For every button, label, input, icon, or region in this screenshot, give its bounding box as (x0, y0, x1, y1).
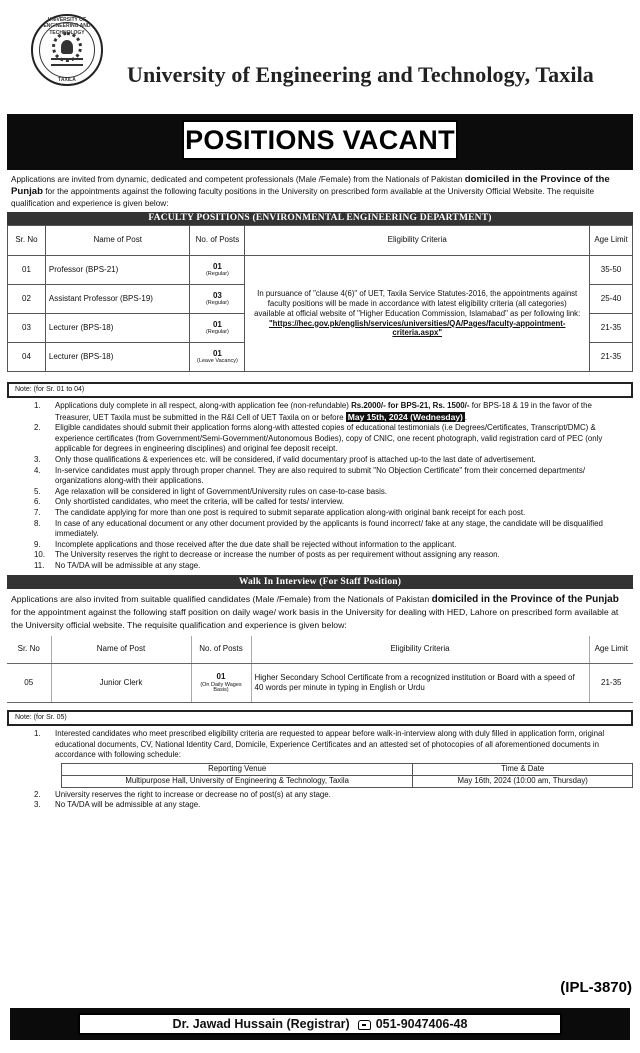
list-item: 1. Interested candidates who meet prescribed eligibility criteria are requested to appear before walk-in-interview along with duly filled in application form, original educational documents, CV, National Identity Card, Domicile, Experience Certificates and an attested set of photocopies of all aforementioned documents in accordance with following schedule: (34, 729, 605, 760)
registrar-name: Dr. Jawad Hussain (Registrar) (172, 1017, 350, 1031)
intro-domicile: domiciled in the Province of the Punjab (11, 174, 610, 198)
banner-title: POSITIONS VACANT (185, 124, 455, 155)
row-post: Professor (BPS-21) (45, 256, 190, 285)
row-sr: 05 (7, 664, 51, 703)
row-post: Lecturer (BPS-18) (45, 343, 190, 372)
walkin-section-title: Walk In Interview (For Staff Position) (7, 575, 633, 589)
col-sr-no: Sr. No (7, 636, 51, 664)
staff-table (7, 636, 633, 704)
walkin-intro (7, 589, 633, 636)
logo-text-bottom: TAXILA (58, 77, 76, 83)
list-item: 4. In-service candidates must apply through proper channel. They are also required to submit "No Objection Certificate" from their concerned departments/ organizations along-with their applications. (34, 465, 586, 486)
row-post: Lecturer (BPS-18) (45, 314, 190, 343)
intro-text-before: Applications are invited from dynamic, dedicated and competent professionals (Male /Female) from the Nationals of Pakistan (11, 175, 465, 184)
note-sr-01-04: Note: (for Sr. 01 to 04) (7, 382, 633, 398)
col-post-count: No. of Posts (191, 636, 251, 664)
row-sr: 03 (8, 314, 46, 343)
row-count: 01 (Regular) (190, 314, 245, 343)
row-count: 01 (On Daily Wages Basis) (191, 664, 251, 703)
deadline-highlight: May 15th, 2024 (Wednesday) (347, 411, 463, 422)
header (7, 6, 633, 114)
list-item: 8. In case of any educational document or any other document provided by the applicants is found incorrect/ fake at any stage, the candidate will be disqualified immediately. (34, 518, 603, 539)
col-age-limit: Age Limit (589, 636, 633, 664)
footer-banner (10, 1008, 630, 1040)
list-item: 7. The candidate applying for more than one post is required to submit separate application along-with original bank receipt for each post. (34, 507, 526, 517)
row-sr: 01 (8, 256, 46, 285)
faculty-table (7, 225, 633, 372)
ipl-code: (IPL-3870) (560, 979, 632, 996)
col-age-limit: Age Limit (590, 226, 633, 256)
row-age: 25-40 (590, 285, 633, 314)
staff-table-header (7, 636, 633, 664)
col-sr-no: Sr. No (8, 226, 46, 256)
time-col-header: Time & Date (413, 763, 633, 775)
faculty-section-title: FACULTY POSITIONS (ENVIRONMENTAL ENGINEERING DEPARTMENT) (7, 212, 633, 225)
row-count: 01 (Regular) (190, 256, 245, 285)
col-eligibility: Eligibility Criteria (251, 636, 589, 664)
list-item: 1. Applications duly complete in all respect, along-with application fee (non-refundable) Rs.2000/- for BPS-21, Rs. 1500/- for BPS-18 & 19 in the favor of the Treasurer, UET Taxila must be submitted in the R&I Cell of UET Taxila on or before May 15th, 2024 (Wednesday) . (34, 401, 592, 422)
list-item: 2. University reserves the right to increase or decrease no of post(s) at any stage. (34, 789, 331, 799)
row-post: Assistant Professor (BPS-19) (45, 285, 190, 314)
row-eligibility: Higher Secondary School Certificate from a recognized institution or Board with a speed of 40 words per minute in typing in English or Urdu (251, 664, 589, 703)
venue-header (62, 763, 633, 775)
list-item: 3. Only those qualifications & experiences etc. will be considered, if valid documentary proof is attached up-to the last date of advertisement. (34, 455, 536, 464)
list-item: 2. Eligible candidates should submit their application forms along-with attested copies of educational testimonials (i.e Degrees/Certificates, Transcript/DMC) & experience certificates (from Government/Semi-Government/Autonomous Bodies), copy of CNIC, one recent photograph, valid registration card of PEC (only applicable for degrees in engineering disciplines) and original fee deposit receipt. (34, 423, 603, 454)
col-eligibility: Eligibility Criteria (245, 226, 590, 256)
row-sr: 02 (8, 285, 46, 314)
row-age: 35-50 (590, 256, 633, 285)
note-sr-05: Note: (for Sr. 05) (7, 710, 633, 726)
row-post: Junior Clerk (51, 664, 191, 703)
venue-table (61, 763, 633, 788)
walkin-intro-after: for the appointment against the following staff position on daily wage/ work basis in the University for dealing with HED, Lahore on prescribed form available at the University official website. The requisite qualification and experience is given below: (11, 606, 619, 630)
venue-col-header: Reporting Venue (62, 763, 413, 775)
table-row (62, 775, 633, 787)
intro-paragraph (7, 170, 633, 212)
walkin-terms-list (7, 729, 633, 761)
faculty-table-header (8, 226, 633, 256)
phone-number: 051-9047406-48 (375, 1017, 468, 1031)
reporting-venue: Multipurpose Hall, University of Engineering & Technology, Taxila (62, 775, 413, 787)
walkin-terms-list-continued (7, 790, 633, 811)
eligibility-text: In pursuance of "clause 4(6)" of UET, Taxila Service Statutes-2016, the appointments against faculty positions will be made in accordance with latest eligibility criteria (all categories) available at official website of "Higher Education Commission, Islamabad" as per following link: (254, 288, 581, 318)
row-count: 03 (Regular) (190, 285, 245, 314)
intro-text-after: for the appointments against the following faculty positions in the University on prescribed form available at the University Official Website. The requisite qualification and experience is given below: (11, 187, 595, 208)
row-count: 01 (Leave Vacancy) (190, 343, 245, 372)
university-name: University of Engineering and Technology, Taxila (127, 62, 594, 87)
list-item: 3. No TA/DA will be admissible at any stage. (34, 800, 201, 810)
logo-text-top: UNIVERSITY OF ENGINEERING AND TECHNOLOGY (43, 17, 91, 36)
col-post-count: No. of Posts (190, 226, 245, 256)
row-age: 21-35 (590, 314, 633, 343)
walkin-section-bar (7, 575, 633, 589)
list-item: 6. Only shortlisted candidates, who meet the criteria, will be called for tests/ interview. (34, 497, 345, 507)
row-age: 21-35 (589, 664, 633, 703)
row-age: 21-35 (590, 343, 633, 372)
list-item: 5. Age relaxation will be considered in light of Government/University rules on case-to-case basis. (34, 486, 388, 496)
list-item: 10. The University reserves the right to decrease or increase the number of posts as per requirement without assigning any reason. (34, 550, 500, 560)
list-item: 9. Incomplete applications and those received after the due date shall be rejected without information to the applicant. (34, 539, 457, 549)
row-sr: 04 (8, 343, 46, 372)
eligibility-criteria (245, 256, 590, 372)
table-row (7, 664, 633, 703)
phone-icon (358, 1020, 371, 1030)
faculty-terms-list (7, 401, 633, 572)
col-post-name: Name of Post (45, 226, 190, 256)
interview-date: May 16th, 2024 (10:00 am, Thursday) (413, 775, 633, 787)
list-item: 11. No TA/DA will be admissible at any stage. (34, 560, 201, 570)
table-row (8, 256, 633, 285)
title-banner (7, 114, 633, 170)
col-post-name: Name of Post (51, 636, 191, 664)
hec-criteria-link[interactable]: "https://hec.gov.pk/english/services/universities/QA/Pages/faculty-appointment-criteria.aspx" (268, 318, 566, 338)
university-logo (31, 14, 103, 86)
walkin-intro-before: Applications are also invited from suitable qualified candidates (Male /Female) from the Nationals of Pakistan (11, 593, 432, 604)
walkin-domicile: domiciled in the Province of the Punjab (431, 593, 619, 605)
